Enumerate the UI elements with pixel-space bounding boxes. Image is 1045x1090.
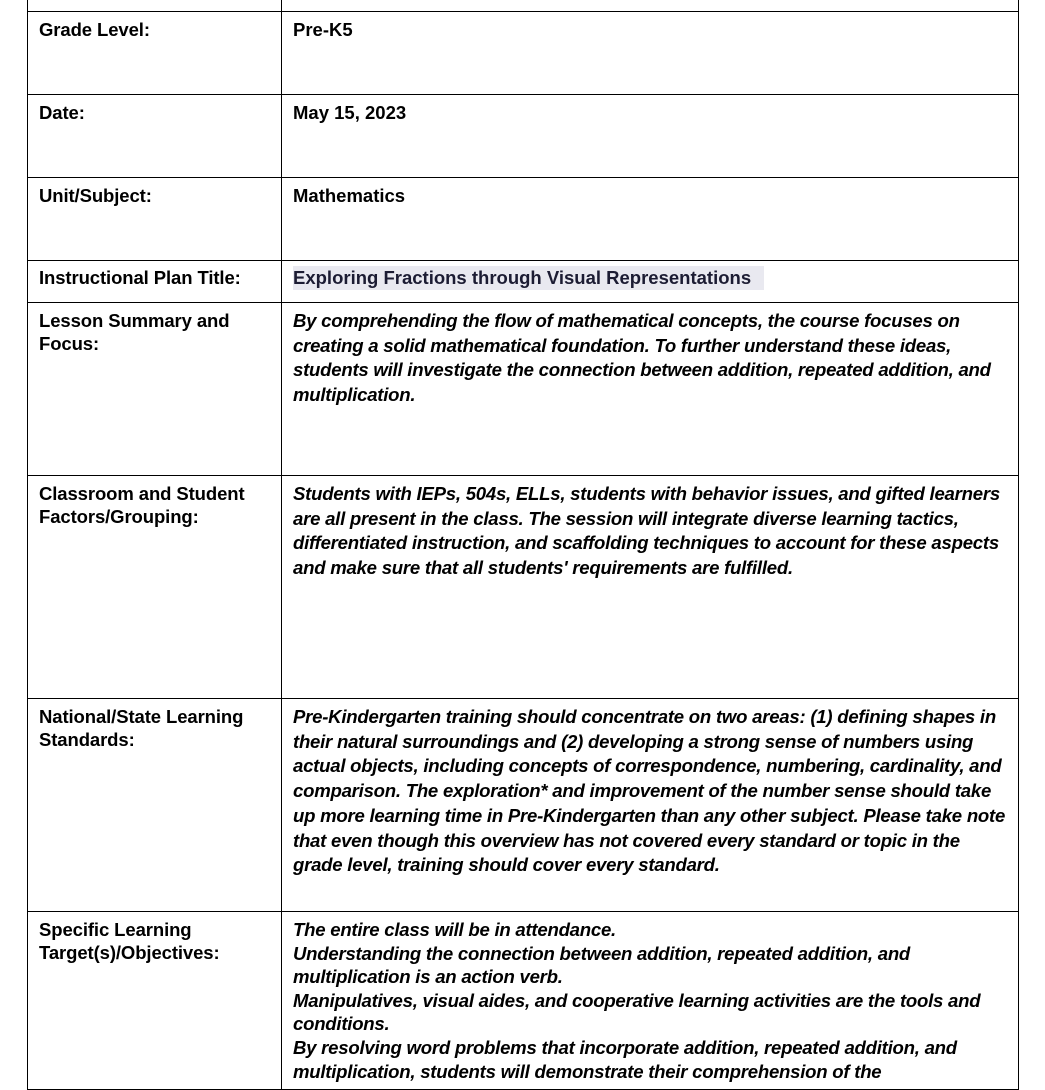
row-label-classroom-factors: Classroom and Student Factors/Grouping:: [28, 476, 282, 699]
table-row: [28, 912, 1019, 1090]
table-row: [28, 476, 1019, 699]
row-label-unit-subject: Unit/Subject:: [28, 178, 282, 261]
row-label-learning-standards: National/State Learning Standards:: [28, 699, 282, 912]
row-value-lesson-summary[interactable]: [282, 303, 1019, 476]
row-label-grade-level: Grade Level:: [28, 12, 282, 95]
row-value-partial-top: [282, 0, 1019, 12]
objective-item: By resolving word problems that incorporate addition, repeated addition, and multiplication, students will demonstrate their comprehension of the: [293, 1037, 957, 1082]
table-row: [28, 699, 1019, 912]
table-row: [28, 12, 1019, 95]
table-row: [28, 303, 1019, 476]
row-value-classroom-factors[interactable]: [282, 476, 1019, 699]
selected-title-text[interactable]: Exploring Fractions through Visual Representations: [293, 266, 764, 290]
row-value-learning-standards[interactable]: [282, 699, 1019, 912]
row-value-instructional-plan-title[interactable]: [282, 261, 1019, 303]
row-label-partial-top: [28, 0, 282, 12]
objective-item: The entire class will be in attendance.: [293, 919, 616, 940]
row-label-instructional-plan-title: Instructional Plan Title:: [28, 261, 282, 303]
objective-item: Understanding the connection between addition, repeated addition, and multiplication is an action verb.: [293, 942, 911, 988]
objective-item: Manipulatives, visual aides, and cooperative learning activities are the tools and conditions.: [293, 989, 981, 1035]
row-value-specific-learning-targets[interactable]: [282, 912, 1019, 1090]
paragraph: Students with IEPs, 504s, ELLs, students with behavior issues, and gifted learners are all present in the class. The session will integrate diverse learning tactics, differentiated instruction, and scaffolding techniques to account for these aspects and make sure that all students' requirements are fulfilled.: [293, 483, 1000, 579]
row-label-specific-learning-targets: Specific Learning Target(s)/Objectives:: [28, 912, 282, 1090]
table-row: [28, 0, 1019, 12]
paragraph: By comprehending the flow of mathematical concepts, the course focuses on creating a solid mathematical foundation. To further understand these ideas, students will investigate the connection between addition, repeated addition, and multiplication.: [293, 310, 991, 406]
table-row: [28, 95, 1019, 178]
row-label-date: Date:: [28, 95, 282, 178]
table-row: [28, 261, 1019, 303]
paragraph: Pre-Kindergarten training should concentrate on two areas: (1) defining shapes in their natural surroundings and (2) developing a strong sense of numbers using actual objects, including concepts of correspondence, numbering, cardinality, and comparison. The exploration* and improvement of the number sense should take up more learning time in Pre-Kindergarten than any other subject. Please take note that even though this overview has not covered every standard or topic in the grade level, training should cover every standard.: [293, 706, 1006, 876]
row-value-unit-subject[interactable]: Mathematics: [282, 178, 1019, 261]
instructional-plan-table: [27, 0, 1019, 1090]
row-label-lesson-summary: Lesson Summary and Focus:: [28, 303, 282, 476]
row-value-date[interactable]: May 15, 2023: [282, 95, 1019, 178]
table-body: [28, 0, 1019, 1090]
row-value-grade-level[interactable]: Pre-K5: [282, 12, 1019, 95]
table-row: [28, 178, 1019, 261]
